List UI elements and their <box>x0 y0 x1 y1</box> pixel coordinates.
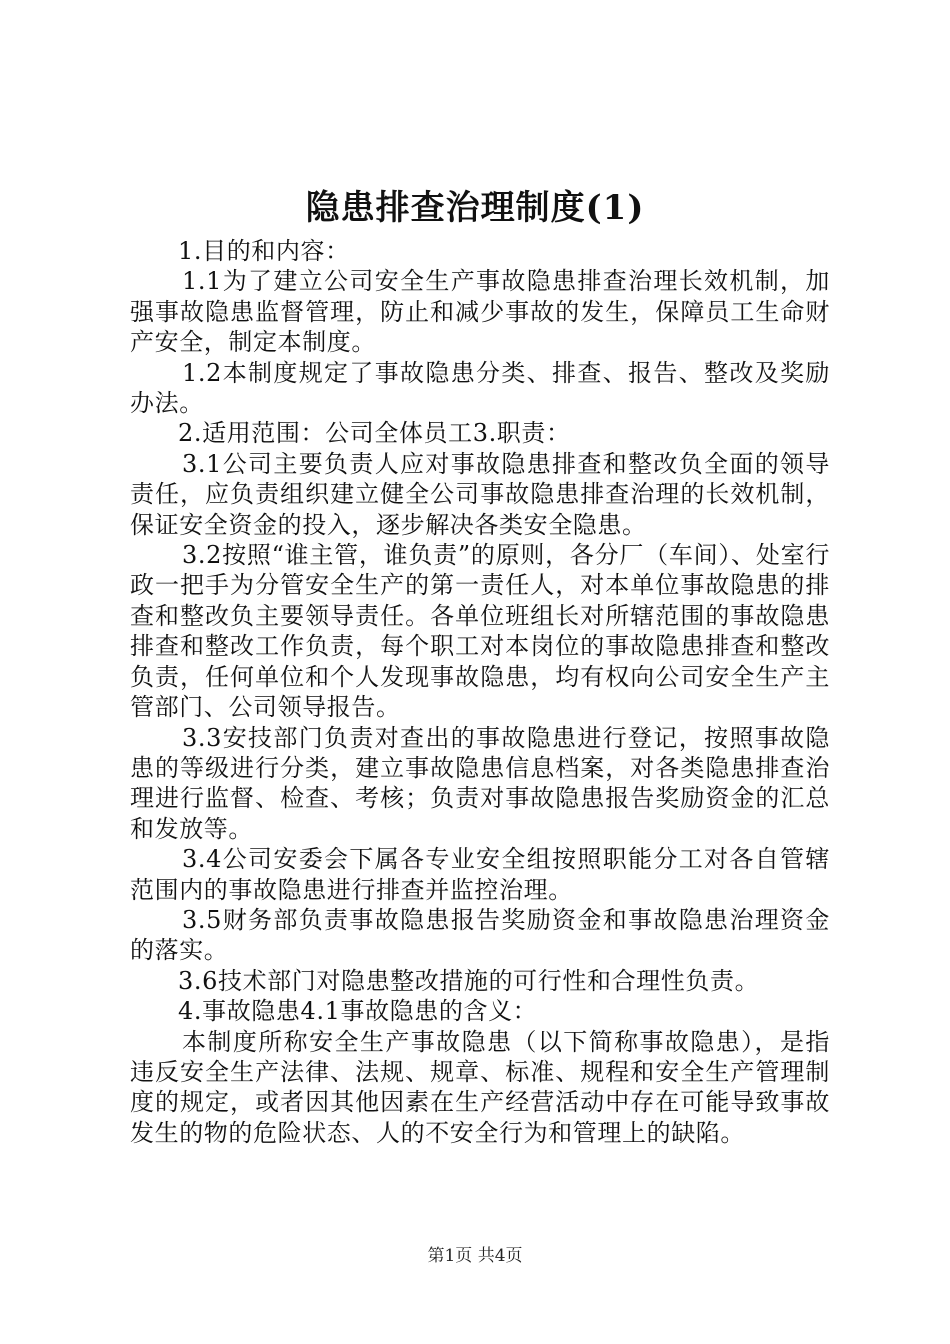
paragraph-1-2: 1.2本制度规定了事故隐患分类、排查、报告、整改及奖励办法。 <box>130 358 830 418</box>
paragraph-2: 2.适用范围：公司全体员工3.职责： <box>178 419 571 448</box>
paragraph-1: 1.目的和内容： <box>178 237 350 265</box>
page-footer: 第1页 共4页 <box>427 1246 523 1266</box>
paragraph-3-1: 3.1公司主要负责人应对事故隐患排查和整改负全面的领导责任，应负责组织建立健全公司事故隐患排查治理的长效机制，保证安全资金的投入，逐步解决各类安全隐患。 <box>130 449 830 539</box>
paragraph-4-1-definition: 本制度所称安全生产事故隐患（以下简称事故隐患），是指违反安全生产法律、法规、规章、标准、规程和安全生产管理制度的规定，或者因其他因素在生产经营活动中存在可能导致事故发生的物的危险状态、人的不安全行为和管理上的缺陷。 <box>130 1027 830 1147</box>
paragraph-1-1: 1.1为了建立公司安全生产事故隐患排查治理长效机制，加强事故隐患监督管理，防止和减少事故的发生，保障员工生命财产安全，制定本制度。 <box>130 267 830 357</box>
paragraph-3-2: 3.2按照“谁主管，谁负责”的原则，各分厂（车间）、处室行政一把手为分管安全生产的第一责任人，对本单位事故隐患的排查和整改负主要领导责任。各单位班组长对所辖范围的事故隐患排查和整改工作负责，每个职工对本岗位的事故隐患排查和整改负责，任何单位和个人发现事故隐患，均有权向公司安全生产主管部门、公司领导报告。 <box>130 541 830 722</box>
document-title: 隐患排查治理制度(1) <box>305 188 645 228</box>
paragraph-3-5: 3.5财务部负责事故隐患报告奖励资金和事故隐患治理资金的落实。 <box>130 905 830 965</box>
paragraph-4: 4.事故隐患4.1事故隐患的含义： <box>178 997 538 1026</box>
document-body <box>130 236 830 1148</box>
paragraph-3-3: 3.3安技部门负责对查出的事故隐患进行登记，按照事故隐患的等级进行分类，建立事故隐患信息档案，对各类隐患排查治理进行监督、检查、考核；负责对事故隐患报告奖励资金的汇总和发放等。 <box>130 723 830 843</box>
paragraph-3-4: 3.4公司安委会下属各专业安全组按照职能分工对各自管辖范围内的事故隐患进行排查并监控治理。 <box>130 845 830 904</box>
paragraph-3-6: 3.6技术部门对隐患整改措施的可行性和合理性负责。 <box>178 966 760 995</box>
